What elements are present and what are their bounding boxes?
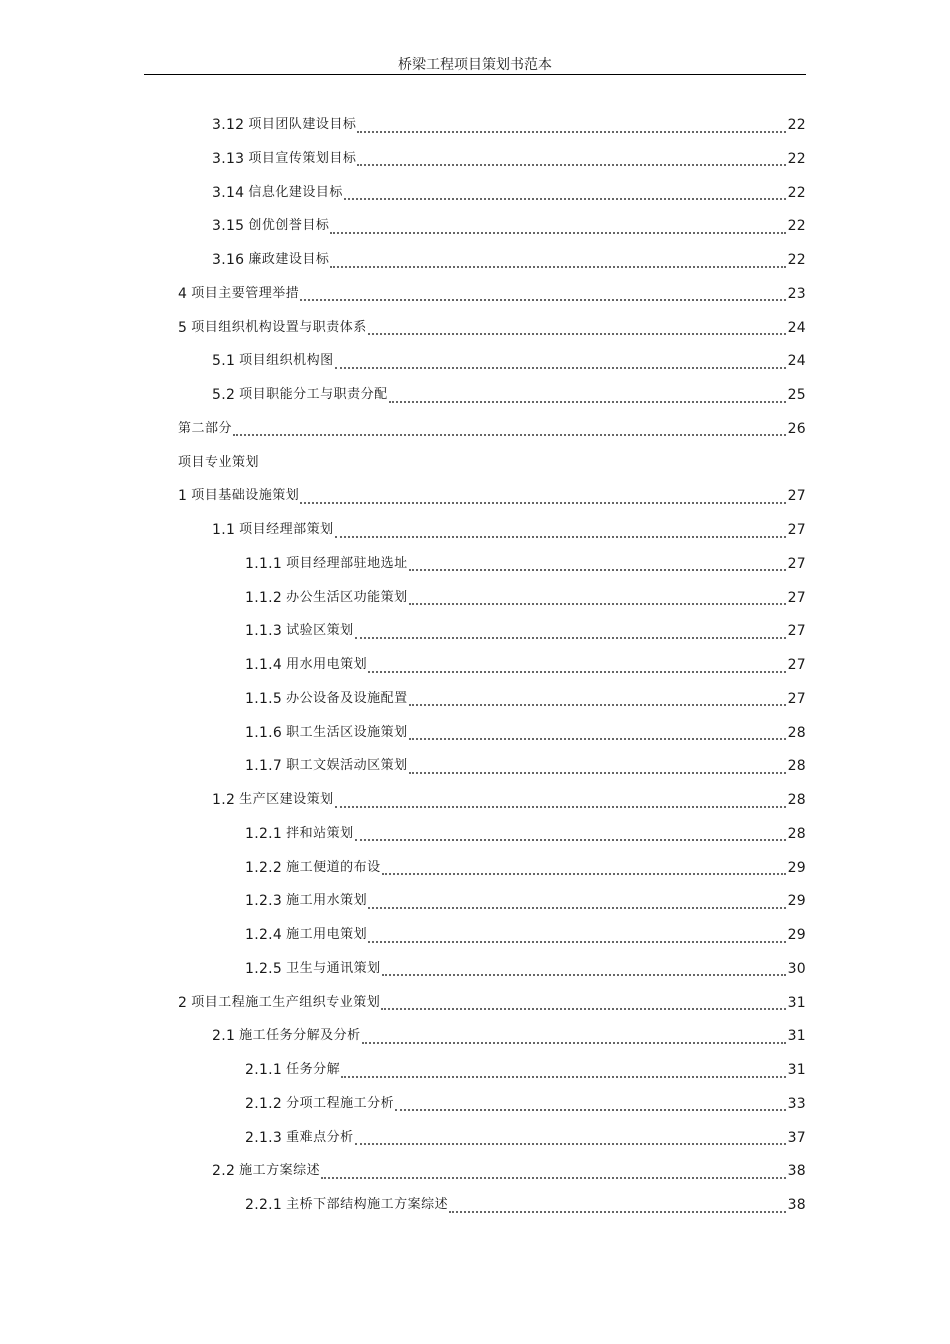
toc-entry-number: 3.12 xyxy=(212,117,245,133)
toc-dot-leader xyxy=(368,906,785,909)
toc-dot-leader xyxy=(389,400,786,403)
toc-entry-title: 拌和站策划 xyxy=(286,825,354,841)
toc-dot-leader xyxy=(341,1075,785,1078)
toc-entry-number: 3.16 xyxy=(212,252,245,268)
toc-dot-leader xyxy=(409,703,786,706)
toc-entry-page-number: 38 xyxy=(787,1197,806,1213)
toc-entry[interactable] xyxy=(212,513,806,547)
toc-entry[interactable] xyxy=(178,277,806,311)
toc-entry-number: 3.13 xyxy=(212,150,245,167)
toc-entry-number: 5.1 xyxy=(212,353,236,370)
toc-dot-leader xyxy=(362,1041,786,1044)
toc-entry-page-number: 33 xyxy=(787,1095,806,1112)
toc-entry-title: 项目经理部驻地选址 xyxy=(286,555,408,571)
toc-entry-page-number: 26 xyxy=(787,420,806,437)
toc-dot-leader xyxy=(321,1176,785,1179)
toc-entry-title: 项目团队建设目标 xyxy=(248,117,357,132)
toc-dot-leader xyxy=(409,737,786,740)
toc-entry-page-number: 38 xyxy=(787,1163,806,1180)
toc-entry-title: 项目组织机构图 xyxy=(239,353,334,369)
toc-entry[interactable] xyxy=(245,1188,806,1222)
toc-entry-number: 5 xyxy=(178,319,188,336)
toc-entry-number: 2.2 xyxy=(212,1163,236,1180)
toc-entry-title: 施工用电策划 xyxy=(286,927,368,942)
toc-entry-title: 生产区建设策划 xyxy=(239,792,334,807)
toc-entry-page-number: 27 xyxy=(787,690,806,707)
toc-dot-leader xyxy=(382,973,786,976)
toc-entry-number: 1.1.1 xyxy=(245,555,283,572)
toc-entry[interactable] xyxy=(245,581,806,615)
toc-entry-page-number: 24 xyxy=(787,319,806,336)
toc-entry[interactable] xyxy=(245,682,806,716)
toc-entry-number: 1.2.1 xyxy=(245,825,283,842)
toc-dot-leader xyxy=(330,231,785,234)
toc-entry-page-number: 37 xyxy=(787,1129,806,1146)
toc-entry-title: 施工用水策划 xyxy=(286,893,368,909)
toc-entry-title: 项目专业策划 xyxy=(178,454,260,470)
toc-dot-leader xyxy=(382,872,786,875)
toc-entry-page-number: 22 xyxy=(787,218,806,235)
toc-dot-leader xyxy=(355,838,786,841)
toc-entry-title: 施工方案综述 xyxy=(239,1163,321,1179)
toc-entry-page-number: 29 xyxy=(787,893,806,910)
toc-entry-number: 2.2.1 xyxy=(245,1197,283,1213)
toc-entry-page-number: 27 xyxy=(787,555,806,572)
toc-entry-title: 办公生活区功能策划 xyxy=(286,589,408,605)
toc-entry[interactable] xyxy=(245,749,806,783)
toc-entry-page-number: 27 xyxy=(787,589,806,606)
toc-entry-number: 2.1.3 xyxy=(245,1129,283,1146)
toc-entry[interactable] xyxy=(245,884,806,918)
toc-entry-title: 重难点分析 xyxy=(286,1129,354,1145)
toc-entry[interactable] xyxy=(212,243,806,277)
toc-entry-title: 项目组织机构设置与职责体系 xyxy=(191,319,367,335)
toc-entry-title: 卫生与通讯策划 xyxy=(286,960,381,976)
toc-entry-page-number: 22 xyxy=(787,184,806,201)
toc-entry-number: 3.14 xyxy=(212,184,245,201)
toc-entry[interactable] xyxy=(178,311,806,345)
header-rule xyxy=(144,74,806,75)
toc-entry-title: 项目基础设施策划 xyxy=(191,488,300,504)
toc-dot-leader xyxy=(357,130,785,133)
toc-entry-page-number: 29 xyxy=(787,927,806,943)
toc-entry-number: 1.1.4 xyxy=(245,657,283,673)
toc-entry[interactable] xyxy=(212,209,806,243)
toc-dot-leader xyxy=(381,1007,785,1010)
toc-entry[interactable] xyxy=(178,479,806,513)
toc-entry[interactable] xyxy=(178,986,806,1020)
toc-entry[interactable] xyxy=(245,648,806,682)
toc-entry-page-number: 29 xyxy=(787,859,806,876)
toc-entry[interactable] xyxy=(212,142,806,176)
toc-entry-number: 1.1.2 xyxy=(245,589,283,606)
toc-entry-number: 1.2.2 xyxy=(245,859,283,876)
toc-dot-leader xyxy=(335,366,786,369)
toc-entry-number: 1.2.5 xyxy=(245,960,283,977)
toc-entry[interactable] xyxy=(212,378,806,412)
toc-entry-title: 主桥下部结构施工方案综述 xyxy=(286,1197,449,1212)
toc-entry-number: 2 xyxy=(178,994,188,1011)
toc-entry-page-number: 23 xyxy=(787,285,806,302)
toc-entry-page-number: 22 xyxy=(787,252,806,268)
toc-dot-leader xyxy=(368,670,785,673)
toc-entry-number: 1 xyxy=(178,488,188,505)
toc-dot-leader xyxy=(409,568,786,571)
toc-entry-title: 项目宣传策划目标 xyxy=(248,150,357,166)
toc-dot-leader xyxy=(344,197,786,200)
toc-dot-leader xyxy=(368,940,785,943)
toc-entry-title: 第二部分 xyxy=(178,420,233,436)
toc-entry-title: 职工生活区设施策划 xyxy=(286,724,408,740)
toc-entry-title: 办公设备及设施配置 xyxy=(286,690,408,706)
toc-entry[interactable] xyxy=(178,412,806,446)
toc-entry-number: 1.1.7 xyxy=(245,758,283,775)
toc-entry-page-number: 22 xyxy=(787,150,806,167)
toc-entry-title: 分项工程施工分析 xyxy=(286,1095,395,1111)
toc-dot-leader xyxy=(335,805,786,808)
toc-entry-number: 1.2.4 xyxy=(245,927,283,943)
toc-entry-page-number: 25 xyxy=(787,387,806,403)
toc-entry-number: 1.1.6 xyxy=(245,724,283,741)
toc-entry[interactable] xyxy=(245,547,806,581)
toc-entry-number: 5.2 xyxy=(212,387,236,403)
toc-entry-title: 项目主要管理举措 xyxy=(191,285,300,301)
toc-entry-number: 3.15 xyxy=(212,218,245,235)
toc-entry-page-number: 31 xyxy=(787,1062,806,1078)
toc-entry[interactable] xyxy=(245,1087,806,1121)
toc-entry-page-number: 31 xyxy=(787,994,806,1011)
toc-entry-page-number: 28 xyxy=(787,792,806,808)
toc-entry-title: 创优创誉目标 xyxy=(248,218,330,234)
toc-entry[interactable] xyxy=(245,614,806,648)
toc-entry[interactable] xyxy=(245,952,806,986)
toc-entry-number: 2.1.2 xyxy=(245,1095,283,1112)
toc-entry[interactable] xyxy=(245,851,806,885)
toc-entry-page-number: 27 xyxy=(787,488,806,505)
toc-entry[interactable] xyxy=(212,1154,806,1188)
toc-entry-page-number: 28 xyxy=(787,825,806,842)
toc-entry-page-number: 27 xyxy=(787,522,806,538)
toc-entry-page-number: 27 xyxy=(787,623,806,640)
toc-entry-title: 廉政建设目标 xyxy=(248,252,330,267)
toc-entry-title: 信息化建设目标 xyxy=(248,184,343,200)
toc-entry-number: 1.2.3 xyxy=(245,893,283,910)
toc-entry-title: 项目工程施工生产组织专业策划 xyxy=(191,994,381,1010)
toc-entry[interactable] xyxy=(245,1121,806,1155)
toc-entry-number: 1.1.3 xyxy=(245,623,283,640)
toc-dot-leader xyxy=(300,501,785,504)
toc-entry-title: 用水用电策划 xyxy=(286,657,368,672)
toc-entry[interactable] xyxy=(178,446,806,480)
toc-dot-leader xyxy=(233,433,786,436)
toc-entry-title: 施工任务分解及分析 xyxy=(239,1028,361,1044)
toc-entry-page-number: 30 xyxy=(787,960,806,977)
toc-entry-page-number: 24 xyxy=(787,353,806,370)
toc-entry-title: 任务分解 xyxy=(286,1062,341,1077)
page-header-title: 桥梁工程项目策划书范本 xyxy=(398,57,552,73)
toc-entry-title: 职工文娱活动区策划 xyxy=(286,758,408,774)
toc-entry-page-number: 31 xyxy=(787,1028,806,1045)
toc-entry-title: 施工便道的布设 xyxy=(286,859,381,875)
toc-dot-leader xyxy=(355,1142,786,1145)
toc-entry-number: 2.1.1 xyxy=(245,1062,283,1078)
toc-entry-number: 1.2 xyxy=(212,792,236,808)
toc-entry-page-number: 22 xyxy=(787,117,806,133)
toc-entry-number: 1.1.5 xyxy=(245,690,283,707)
toc-entry-title: 试验区策划 xyxy=(286,623,354,639)
toc-entry-number: 2.1 xyxy=(212,1028,236,1045)
toc-dot-leader xyxy=(335,535,786,538)
toc-entry[interactable] xyxy=(212,176,806,210)
toc-entry[interactable] xyxy=(212,783,806,817)
toc-dot-leader xyxy=(355,636,786,639)
toc-entry-number: 1.1 xyxy=(212,522,236,538)
toc-dot-leader xyxy=(300,298,785,301)
toc-dot-leader xyxy=(395,1108,785,1111)
toc-dot-leader xyxy=(409,602,786,605)
toc-entry[interactable] xyxy=(245,918,806,952)
toc-entry[interactable] xyxy=(212,1019,806,1053)
toc-entry-title: 项目经理部策划 xyxy=(239,522,334,537)
toc-dot-leader xyxy=(409,771,786,774)
toc-entry-page-number: 28 xyxy=(787,758,806,775)
toc-entry-number: 4 xyxy=(178,285,188,302)
toc-entry[interactable] xyxy=(212,344,806,378)
toc-dot-leader xyxy=(330,265,785,268)
toc-dot-leader xyxy=(368,332,786,335)
toc-entry[interactable] xyxy=(245,716,806,750)
toc-entry-title: 项目职能分工与职责分配 xyxy=(239,387,388,402)
toc-dot-leader xyxy=(449,1210,785,1213)
toc-entry[interactable] xyxy=(245,1053,806,1087)
toc-entry-page-number: 28 xyxy=(787,724,806,741)
toc-entry-page-number: 27 xyxy=(787,657,806,673)
toc-dot-leader xyxy=(357,163,785,166)
toc-entry[interactable] xyxy=(212,108,806,142)
toc-entry[interactable] xyxy=(245,817,806,851)
